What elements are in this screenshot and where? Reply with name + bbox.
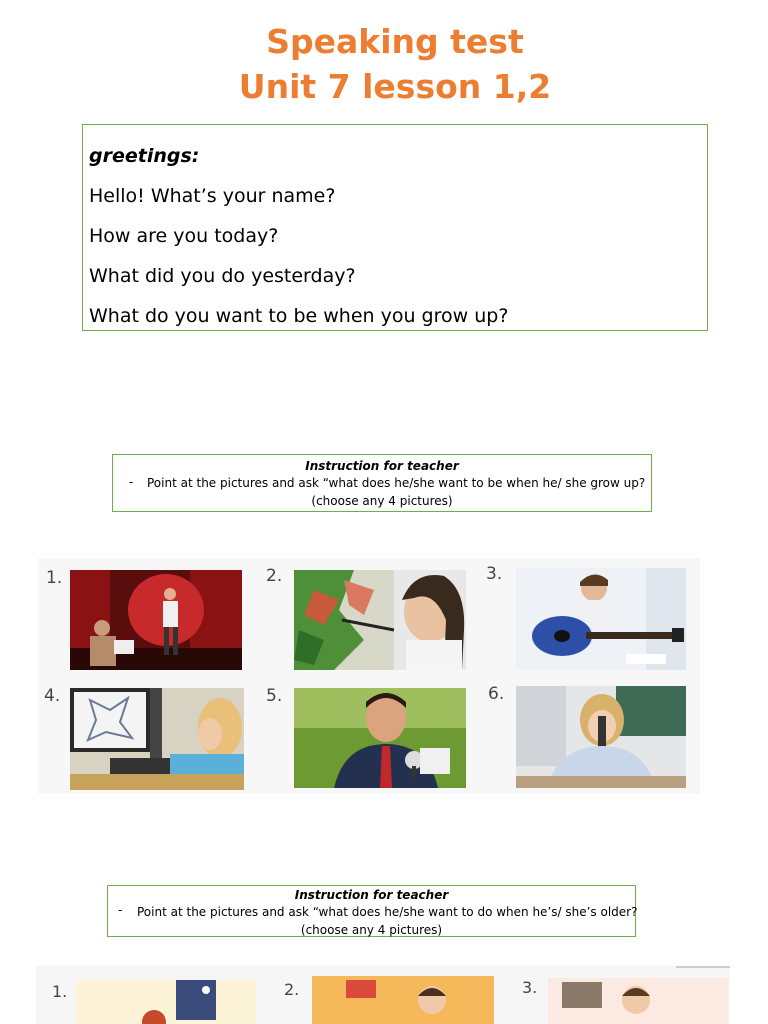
instruction-text: Point at the pictures and ask “what does he/she want to do when he’s/ she’s older? [137,905,638,919]
boy-playing-guitar-photo [516,568,686,670]
job-pictures-grid [38,558,700,794]
picture-number: 5. [266,686,283,706]
reporter-with-microphone-photo [294,688,466,788]
instruction-note: (choose any 4 pictures) [300,923,443,937]
greeting-question: What did you do yesterday? [89,265,356,287]
picture-number: 1. [46,568,63,588]
picture-number: 1. [52,982,68,1001]
picture-number: 6. [488,684,505,704]
instruction-heading: Instruction for teacher [294,888,449,902]
instruction-bullet: - [118,903,123,917]
greetings-box [82,124,708,331]
instruction-heading: Instruction for teacher [305,459,459,473]
girl-drawing-on-tablet-photo [70,688,244,790]
picture-number: 2. [284,980,300,999]
greeting-question: What do you want to be when you grow up? [89,305,509,327]
instruction-text: Point at the pictures and ask “what does he/she want to be when he/ she grow up? [147,476,646,490]
teacher-instruction-box-2 [107,885,636,937]
picture-number: 3. [486,564,503,584]
activity-pictures-strip [36,966,730,1024]
picture-number: 3. [522,978,538,997]
actor-on-stage-photo [70,570,242,670]
page-title-line-1: Speaking test [266,22,524,61]
page-title-line-2: Unit 7 lesson 1,2 [238,67,552,106]
greetings-heading: greetings: [89,145,200,167]
instruction-note: (choose any 4 pictures) [311,494,453,508]
greeting-question: How are you today? [89,225,279,247]
picture-number: 2. [266,566,283,586]
teacher-instruction-box-1 [112,454,652,512]
greeting-question: Hello! What’s your name? [89,185,336,207]
girl-painting-photo [294,570,466,670]
girl-with-microscope-photo [516,686,686,788]
picture-number: 4. [44,686,61,706]
instruction-bullet: - [129,475,134,489]
